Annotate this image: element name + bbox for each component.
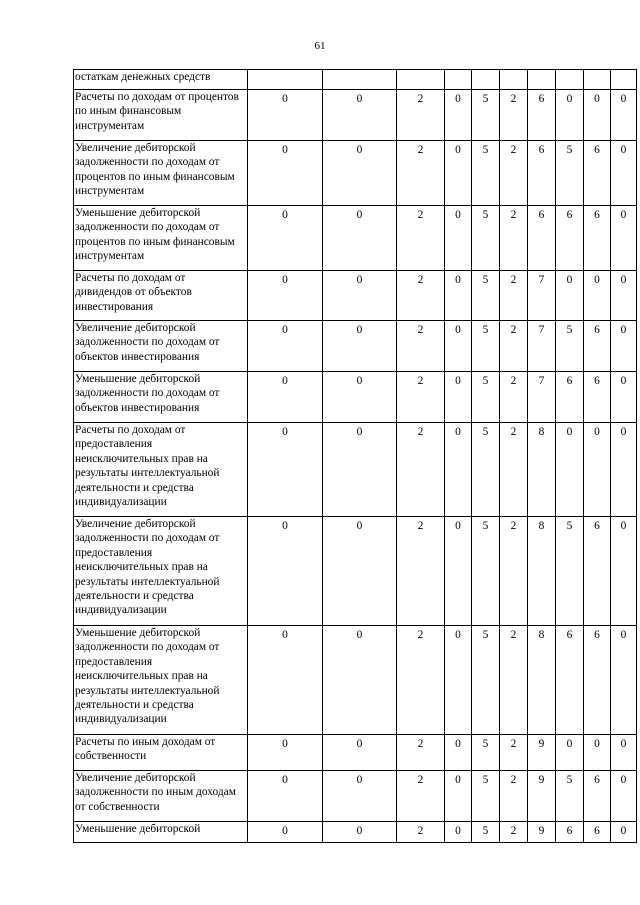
code-digit: 0 xyxy=(248,735,323,771)
code-digit: 6 xyxy=(556,822,584,843)
table-row xyxy=(74,206,637,271)
code-digit: 6 xyxy=(556,626,584,735)
table-row xyxy=(74,517,637,626)
code-digit: 2 xyxy=(500,822,528,843)
code-digit: 5 xyxy=(472,822,500,843)
row-description: Уменьшение дебиторской задолженности по доходам от процентов по иным финансовым инструментам xyxy=(74,206,248,271)
code-digit: 2 xyxy=(500,206,528,271)
code-digit: 0 xyxy=(556,423,584,517)
code-digit: 7 xyxy=(528,321,556,372)
account-codes-table xyxy=(73,69,637,843)
code-digit: 0 xyxy=(323,321,397,372)
code-digit: 6 xyxy=(528,90,556,141)
code-digit: 0 xyxy=(611,771,637,822)
code-digit: 0 xyxy=(611,372,637,423)
code-digit: 0 xyxy=(323,626,397,735)
code-digit: 7 xyxy=(528,271,556,321)
code-digit xyxy=(397,70,445,90)
code-digit: 0 xyxy=(611,735,637,771)
table-row xyxy=(74,70,637,90)
code-digit: 0 xyxy=(323,90,397,141)
code-digit: 0 xyxy=(323,206,397,271)
row-description: Уменьшение дебиторской xyxy=(74,822,248,843)
code-digit: 2 xyxy=(397,423,445,517)
row-description: Увеличение дебиторской задолженности по доходам от объектов инвестирования xyxy=(74,321,248,372)
code-digit xyxy=(445,70,472,90)
code-digit: 6 xyxy=(584,206,611,271)
row-description: Увеличение дебиторской задолженности по доходам от предоставления неисключительных прав на результаты интеллектуальной деятельности и средства индивидуализации xyxy=(74,517,248,626)
code-digit: 0 xyxy=(248,141,323,206)
code-digit: 0 xyxy=(445,626,472,735)
code-digit: 0 xyxy=(556,271,584,321)
code-digit: 5 xyxy=(472,735,500,771)
table-row xyxy=(74,141,637,206)
code-digit: 0 xyxy=(248,90,323,141)
code-digit: 0 xyxy=(323,271,397,321)
code-digit: 0 xyxy=(611,321,637,372)
code-digit: 0 xyxy=(323,423,397,517)
code-digit: 6 xyxy=(584,517,611,626)
code-digit: 2 xyxy=(397,271,445,321)
code-digit: 5 xyxy=(556,321,584,372)
code-digit: 5 xyxy=(472,423,500,517)
code-digit: 7 xyxy=(528,372,556,423)
row-description: Уменьшение дебиторской задолженности по доходам от предоставления неисключительных прав на результаты интеллектуальной деятельности и средства индивидуализации xyxy=(74,626,248,735)
code-digit: 2 xyxy=(397,822,445,843)
code-digit: 6 xyxy=(584,372,611,423)
code-digit: 6 xyxy=(584,141,611,206)
code-digit xyxy=(556,70,584,90)
code-digit: 0 xyxy=(556,90,584,141)
code-digit: 0 xyxy=(323,141,397,206)
code-digit: 0 xyxy=(248,771,323,822)
code-digit: 5 xyxy=(472,626,500,735)
code-digit: 0 xyxy=(584,423,611,517)
code-digit: 0 xyxy=(248,423,323,517)
code-digit xyxy=(248,70,323,90)
code-digit: 0 xyxy=(248,517,323,626)
code-digit: 2 xyxy=(397,372,445,423)
code-digit: 9 xyxy=(528,822,556,843)
code-digit: 6 xyxy=(528,206,556,271)
code-digit: 6 xyxy=(584,822,611,843)
code-digit: 0 xyxy=(445,735,472,771)
code-digit: 0 xyxy=(445,271,472,321)
code-digit: 0 xyxy=(611,90,637,141)
code-digit: 0 xyxy=(611,517,637,626)
code-digit: 2 xyxy=(397,206,445,271)
row-description: Расчеты по иным доходам от собственности xyxy=(74,735,248,771)
code-digit: 5 xyxy=(472,771,500,822)
code-digit: 6 xyxy=(584,626,611,735)
code-digit: 0 xyxy=(556,735,584,771)
table-row xyxy=(74,771,637,822)
table-row xyxy=(74,321,637,372)
table-row xyxy=(74,822,637,843)
code-digit: 0 xyxy=(445,372,472,423)
code-digit: 0 xyxy=(445,141,472,206)
row-description: Увеличение дебиторской задолженности по доходам от процентов по иным финансовым инструментам xyxy=(74,141,248,206)
code-digit: 0 xyxy=(611,141,637,206)
code-digit: 0 xyxy=(445,423,472,517)
code-digit: 5 xyxy=(556,517,584,626)
table-row xyxy=(74,423,637,517)
table-row xyxy=(74,626,637,735)
code-digit: 2 xyxy=(500,321,528,372)
code-digit: 0 xyxy=(323,372,397,423)
code-digit: 5 xyxy=(472,517,500,626)
code-digit: 2 xyxy=(397,141,445,206)
code-digit: 0 xyxy=(611,423,637,517)
code-digit: 2 xyxy=(397,626,445,735)
code-digit xyxy=(472,70,500,90)
code-digit xyxy=(611,70,637,90)
code-digit: 9 xyxy=(528,771,556,822)
code-digit: 6 xyxy=(556,372,584,423)
table-row xyxy=(74,735,637,771)
code-digit: 0 xyxy=(323,735,397,771)
table-row xyxy=(74,271,637,321)
code-digit: 0 xyxy=(611,626,637,735)
code-digit: 5 xyxy=(472,206,500,271)
row-description: Расчеты по доходам от дивидендов от объектов инвестирования xyxy=(74,271,248,321)
code-digit: 0 xyxy=(248,206,323,271)
code-digit: 0 xyxy=(248,271,323,321)
code-digit: 2 xyxy=(500,372,528,423)
code-digit: 2 xyxy=(500,141,528,206)
row-description: Расчеты по доходам от предоставления неисключительных прав на результаты интеллектуальной деятельности и средства индивидуализации xyxy=(74,423,248,517)
code-digit: 5 xyxy=(556,141,584,206)
code-digit: 5 xyxy=(556,771,584,822)
code-digit: 0 xyxy=(445,822,472,843)
code-digit: 5 xyxy=(472,90,500,141)
code-digit: 2 xyxy=(500,735,528,771)
row-description: Расчеты по доходам от процентов по иным финансовым инструментам xyxy=(74,90,248,141)
code-digit: 6 xyxy=(584,321,611,372)
code-digit: 6 xyxy=(556,206,584,271)
code-digit: 5 xyxy=(472,372,500,423)
code-digit: 0 xyxy=(584,735,611,771)
row-description: Увеличение дебиторской задолженности по иным доходам от собственности xyxy=(74,771,248,822)
code-digit: 0 xyxy=(323,771,397,822)
code-digit: 5 xyxy=(472,321,500,372)
code-digit: 8 xyxy=(528,423,556,517)
code-digit: 2 xyxy=(500,271,528,321)
code-digit: 6 xyxy=(528,141,556,206)
code-digit: 2 xyxy=(397,321,445,372)
code-digit: 2 xyxy=(500,771,528,822)
code-digit: 0 xyxy=(584,90,611,141)
code-digit: 2 xyxy=(397,735,445,771)
code-digit: 0 xyxy=(248,626,323,735)
code-digit xyxy=(584,70,611,90)
code-digit: 0 xyxy=(445,206,472,271)
code-digit: 2 xyxy=(500,423,528,517)
code-digit: 0 xyxy=(611,822,637,843)
code-digit: 0 xyxy=(248,321,323,372)
code-digit: 0 xyxy=(323,517,397,626)
code-digit: 8 xyxy=(528,626,556,735)
code-digit: 0 xyxy=(445,771,472,822)
code-digit: 8 xyxy=(528,517,556,626)
code-digit: 0 xyxy=(248,372,323,423)
code-digit: 9 xyxy=(528,735,556,771)
code-digit: 0 xyxy=(611,206,637,271)
code-digit: 0 xyxy=(584,271,611,321)
table-row xyxy=(74,90,637,141)
row-description: Уменьшение дебиторской задолженности по доходам от объектов инвестирования xyxy=(74,372,248,423)
code-digit: 5 xyxy=(472,141,500,206)
code-digit: 6 xyxy=(584,771,611,822)
code-digit: 0 xyxy=(445,321,472,372)
code-digit: 0 xyxy=(323,822,397,843)
code-digit: 2 xyxy=(397,517,445,626)
code-digit: 2 xyxy=(397,90,445,141)
code-digit: 5 xyxy=(472,271,500,321)
code-digit xyxy=(323,70,397,90)
code-digit: 0 xyxy=(445,517,472,626)
code-digit: 2 xyxy=(500,90,528,141)
code-digit: 0 xyxy=(248,822,323,843)
table-row xyxy=(74,372,637,423)
code-digit xyxy=(500,70,528,90)
row-description: остаткам денежных средств xyxy=(74,70,248,90)
page-number: 61 xyxy=(314,40,326,52)
code-digit: 2 xyxy=(500,517,528,626)
code-digit: 0 xyxy=(445,90,472,141)
code-digit: 2 xyxy=(500,626,528,735)
code-digit: 0 xyxy=(611,271,637,321)
code-digit xyxy=(528,70,556,90)
code-digit: 2 xyxy=(397,771,445,822)
